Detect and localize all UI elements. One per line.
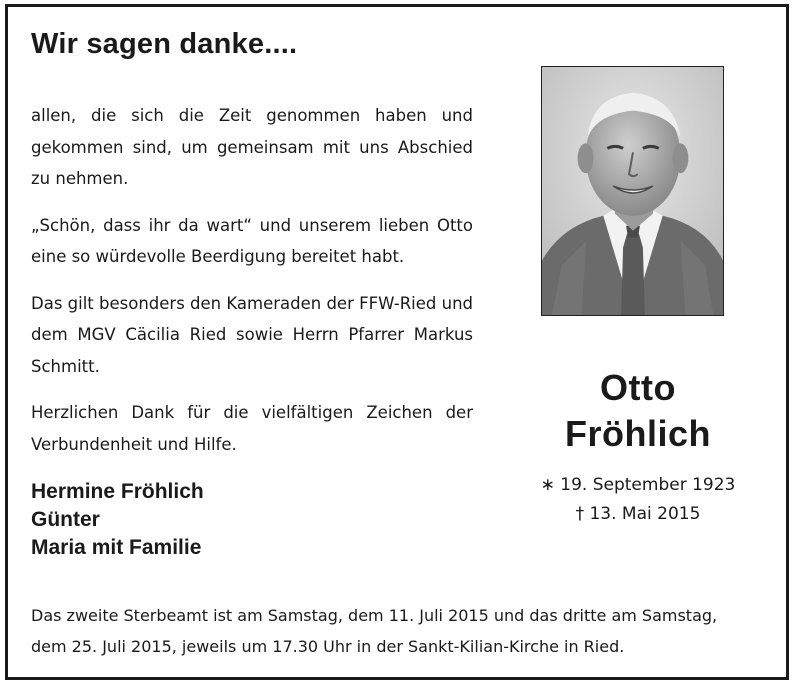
signer-3: Maria mit Familie <box>31 536 202 559</box>
first-name: Otto <box>600 367 676 408</box>
deceased-name <box>530 365 746 457</box>
portrait-photo <box>541 66 724 316</box>
service-info-line-2: dem 25. Juli 2015, jeweils um 17.30 Uhr in der Sankt-Kilian-Kirche in Ried. <box>31 637 625 656</box>
portrait-image <box>542 67 723 315</box>
last-name: Fröhlich <box>565 413 711 454</box>
paragraph-2: „Schön, dass ihr da wart“ und unserem lieben Otto eine so würdevolle Beerdigung bereitet habt. <box>31 215 473 266</box>
paragraph-3: Das gilt besonders den Kameraden der FFW-Ried und dem MGV Cäcilia Ried sowie Herrn Pfarrer Markus Schmitt. <box>31 293 473 376</box>
signer-2: Günter <box>31 508 100 531</box>
paragraph-1: allen, die sich die Zeit genommen haben und gekommen sind, um gemeinsam mit uns Abschied zu nehmen. <box>31 106 473 188</box>
signer-1: Hermine Fröhlich <box>31 480 204 503</box>
death-date: † 13. Mai 2015 <box>575 504 701 524</box>
service-info-line-1: Das zweite Sterbeamt ist am Samstag, dem 11. Juli 2015 und das dritte am Samstag, <box>31 606 718 625</box>
thanks-text <box>31 100 473 475</box>
life-dates <box>520 471 756 529</box>
birth-date: ∗ 19. September 1923 <box>540 475 736 495</box>
paragraph-4: Herzlichen Dank für die vielfältigen Zeichen der Verbundenheit und Hilfe. <box>31 403 473 454</box>
signers <box>31 478 204 562</box>
headline: Wir sagen danke.... <box>31 28 298 60</box>
service-info <box>31 600 772 662</box>
